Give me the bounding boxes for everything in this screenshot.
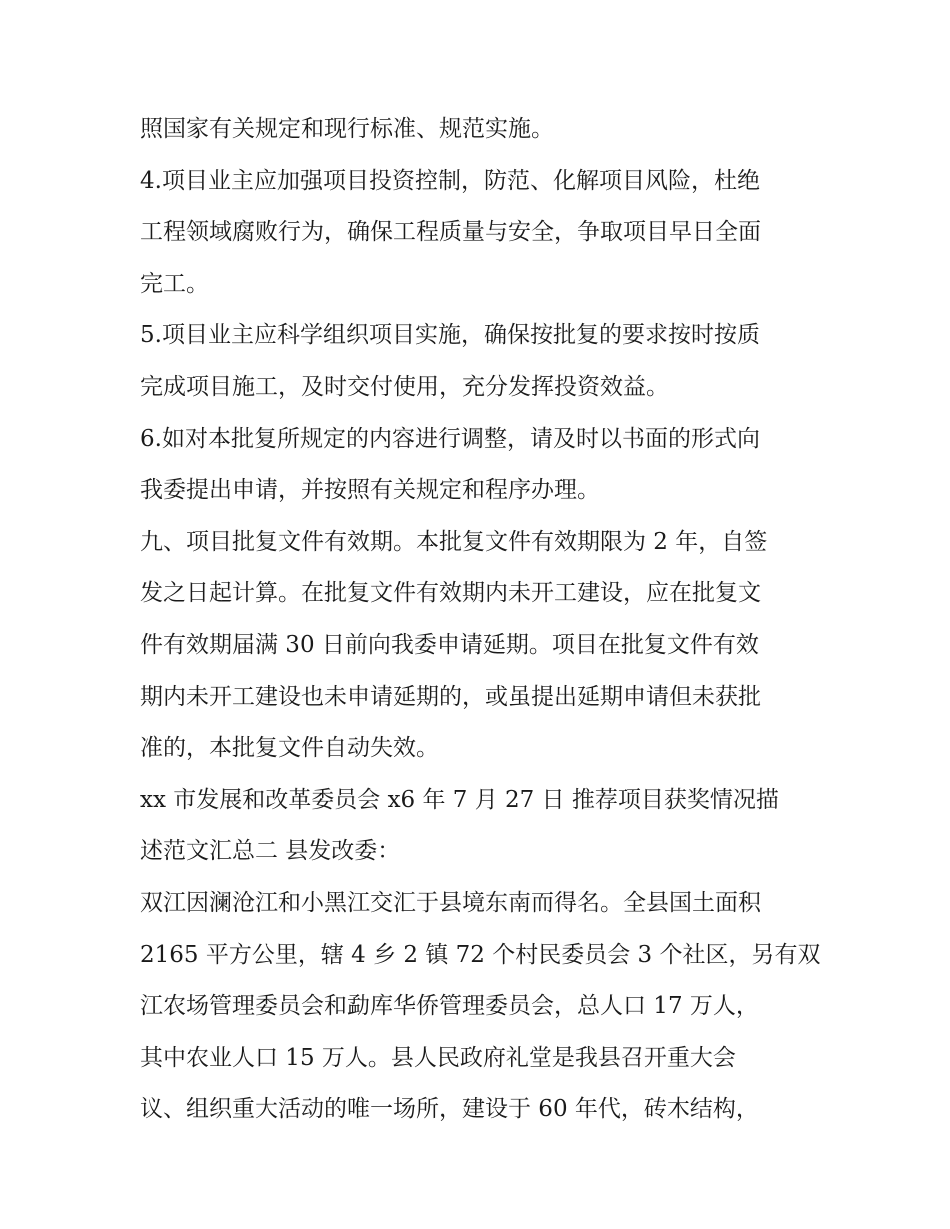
- text-line: 4.项目业主应加强项目投资控制，防范、化解项目风险，杜绝: [140, 167, 760, 194]
- text-line: 照国家有关规定和现行标准、规范实施。: [140, 116, 554, 142]
- document-body: [140, 104, 820, 1136]
- text-line: 述范文汇总二 县发改委：: [140, 838, 401, 865]
- text-line: xx 市发展和改革委员会 x6 年 7 月 27 日 推荐项目获奖情况描: [140, 786, 779, 813]
- text-line: 件有效期届满 30 日前向我委申请延期。项目在批复文件有效: [140, 631, 759, 658]
- text-line: 发之日起计算。在批复文件有效期内未开工建设，应在批复文: [140, 580, 761, 607]
- text-line: 其中农业人口 15 万人。县人民政府礼堂是我县召开重大会: [140, 1044, 736, 1071]
- text-line: 2165 平方公里，辖 4 乡 2 镇 72 个村民委员会 3 个社区，另有双: [140, 941, 821, 968]
- text-line: 准的，本批复文件自动失效。: [140, 735, 439, 762]
- text-line: 完成项目施工，及时交付使用，充分发挥投资效益。: [140, 373, 669, 400]
- text-line: 江农场管理委员会和勐库华侨管理委员会，总人口 17 万人，: [140, 993, 759, 1020]
- text-line: 6.如对本批复所规定的内容进行调整，请及时以书面的形式向: [140, 425, 760, 452]
- text-line: 期内未开工建设也未申请延期的，或虽提出延期申请但未获批: [140, 683, 761, 710]
- text-line: 5.项目业主应科学组织项目实施，确保按批复的要求按时按质: [140, 322, 760, 349]
- text-line: 双江因澜沧江和小黑江交汇于县境东南而得名。全县国土面积: [140, 889, 761, 916]
- text-line: 议、组织重大活动的唯一场所，建设于 60 年代，砖木结构，: [140, 1096, 759, 1123]
- text-line: 九、项目批复文件有效期。本批复文件有效期限为 2 年，自签: [140, 528, 768, 555]
- text-line: 工程领域腐败行为，确保工程质量与安全，争取项目早日全面: [140, 219, 761, 246]
- text-line: 我委提出申请，并按照有关规定和程序办理。: [140, 477, 600, 504]
- text-line: 完工。: [140, 270, 209, 297]
